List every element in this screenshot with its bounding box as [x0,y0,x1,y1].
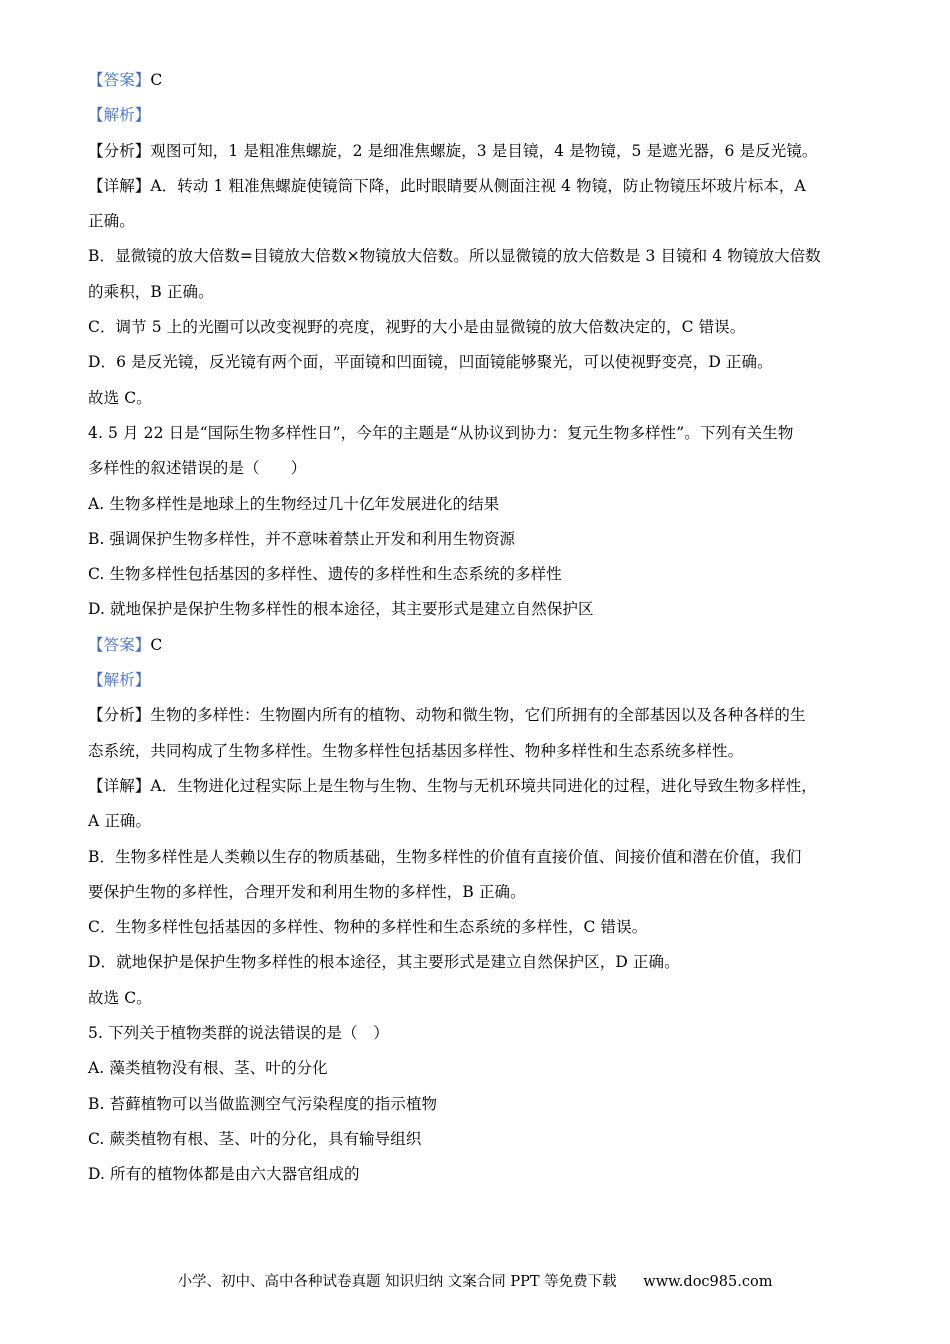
line-text: C．调节 5 上的光圈可以改变视野的亮度，视野的大小是由显微镜的放大倍数决定的，C 错误。 [88,318,746,337]
line-text: C [150,635,163,654]
line-text: A. 生物多样性是地球上的生物经过几十亿年发展进化的结果 [88,494,500,513]
text-line [88,635,868,655]
text-line [88,847,868,867]
text-line [88,211,868,231]
text-line [88,176,868,196]
line-text: C [150,71,163,89]
text-line [88,494,868,514]
text-line [88,458,868,478]
text-line [88,388,868,408]
line-text: D．6 是反光镜，反光镜有两个面，平面镜和凹面镜，凹面镜能够聚光，可以使视野变亮，D 正确。 [88,353,773,372]
line-text: 【分析】生物的多样性：生物圈内所有的植物、动物和微生物，它们所拥有的全部基因以及各种各样的生 [88,706,806,725]
text-line [88,1129,868,1149]
text-line [88,741,868,761]
line-text: C．生物多样性包括基因的多样性、物种的多样性和生态系统的多样性，C 错误。 [88,918,648,937]
text-line [88,811,868,831]
section-tag: 【答案】 [88,71,151,89]
line-text: 态系统，共同构成了生物多样性。生物多样性包括基因多样性、物种多样性和生态系统多样性。 [88,741,744,760]
line-text: 4. 5 月 22 日是“国际生物多样性日”，今年的主题是“从协议到协力：复元生物多样性”。下列有关生物 [88,423,794,442]
text-line [88,988,868,1008]
section-tag: 【解析】 [88,106,151,125]
text-line [88,599,868,619]
text-line [88,1023,868,1043]
text-line [88,564,868,584]
line-text: 正确。 [88,212,135,231]
text-line [88,882,868,902]
text-line [88,423,868,443]
text-line [88,246,868,266]
line-text: A 正确。 [88,812,152,831]
text-line [88,776,868,796]
section-tag: 【解析】 [88,671,151,690]
line-text: 故选 C。 [88,388,152,407]
section-tag: 【答案】 [88,635,151,654]
footer-text: 小学、初中、高中各种试卷真题 知识归纳 文案合同 PPT 等免费下载 [177,1274,617,1290]
line-text: D．就地保护是保护生物多样性的根本途径，其主要形式是建立自然保护区，D 正确。 [88,953,680,972]
line-text: B．显微镜的放大倍数=目镜放大倍数×物镜放大倍数。所以显微镜的放大倍数是 3 目镜和 4 物镜放大倍数 [88,247,821,266]
line-text: B. 强调保护生物多样性，并不意味着禁止开发和利用生物资源 [88,529,516,548]
line-text: D. 就地保护是保护生物多样性的根本途径，其主要形式是建立自然保护区 [88,600,594,619]
text-line [88,1164,868,1184]
text-line [88,282,868,302]
line-text: C. 生物多样性包括基因的多样性、遗传的多样性和生态系统的多样性 [88,565,562,584]
line-text: 的乘积，B 正确。 [88,282,214,301]
line-text: 【详解】A．生物进化过程实际上是生物与生物、生物与无机环境共同进化的过程，进化导致生物多样性， [88,776,817,795]
text-line [88,529,868,549]
text-line [88,1094,868,1114]
page-footer [0,1270,950,1291]
line-text: 多样性的叙述错误的是（ ） [88,459,307,478]
line-text: D. 所有的植物体都是由六大器官组成的 [88,1165,360,1184]
text-line [88,1058,868,1078]
text-line [88,317,868,337]
line-text: 5. 下列关于植物类群的说法错误的是（ ） [88,1024,389,1043]
line-text: 【详解】A．转动 1 粗准焦螺旋使镜筒下降，此时眼睛要从侧面注视 4 物镜，防止物镜压坏玻片标本，A [88,176,806,195]
text-line [88,105,868,125]
text-line [88,952,868,972]
text-line [88,670,868,690]
line-text: 【分析】观图可知，1 是粗准焦螺旋，2 是细准焦螺旋，3 是目镜，4 是物镜，5 是遮光器，6 是反光镜。 [88,141,818,160]
text-line [88,705,868,725]
line-text: A. 藻类植物没有根、茎、叶的分化 [88,1059,328,1078]
text-line [88,917,868,937]
footer-website: www.doc985.com [643,1274,773,1290]
document-body [88,70,868,1200]
text-line [88,141,868,161]
text-line [88,70,868,90]
line-text: 要保护生物的多样性，合理开发和利用生物的多样性，B 正确。 [88,882,526,901]
line-text: C. 蕨类植物有根、茎、叶的分化，具有输导组织 [88,1129,422,1148]
line-text: 故选 C。 [88,988,152,1007]
text-line [88,352,868,372]
line-text: B．生物多样性是人类赖以生存的物质基础，生物多样性的价值有直接价值、间接价值和潜在价值，我们 [88,847,802,866]
line-text: B. 苔藓植物可以当做监测空气污染程度的指示植物 [88,1094,438,1113]
